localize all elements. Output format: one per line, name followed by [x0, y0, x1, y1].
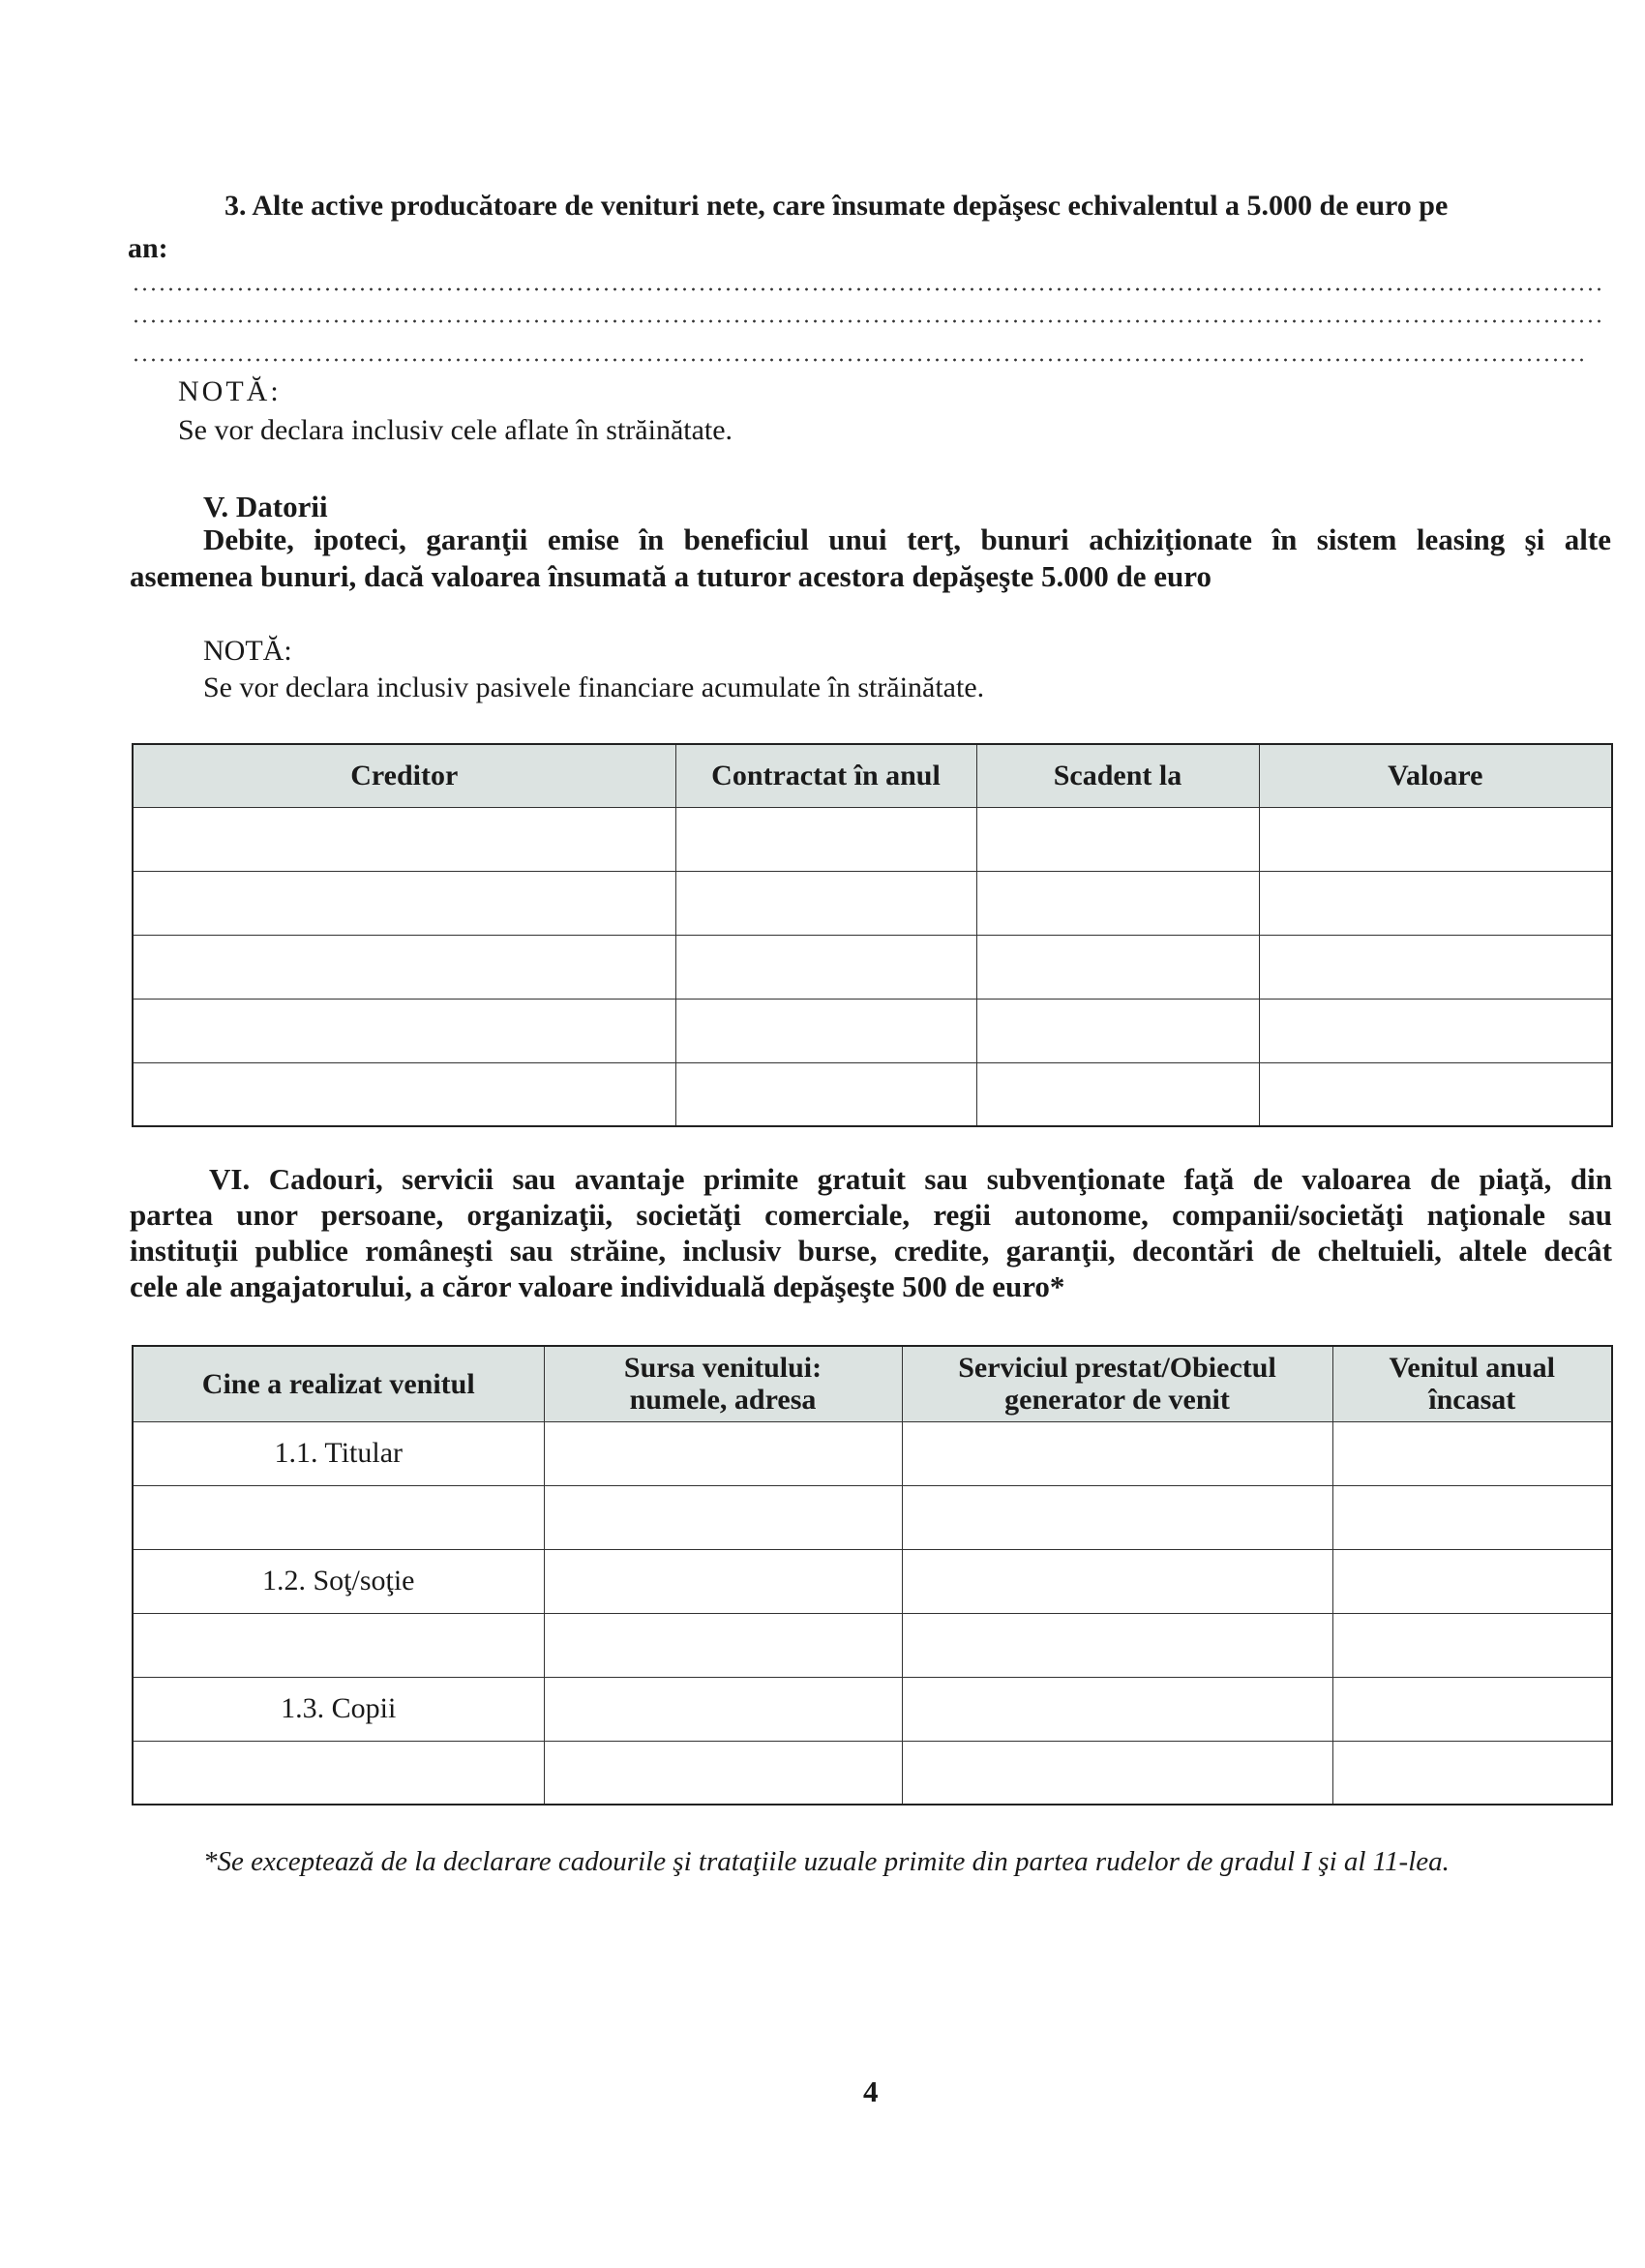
sectionVI-line2: partea unor persoane, organizaţii, societăţi comerciale, regii autonome, companii/societăţi naţionale sau: [130, 1198, 1612, 1232]
table-cell[interactable]: [1259, 999, 1612, 1062]
section3-note-text: Se vor declara inclusiv cele aflate în străinătate.: [178, 414, 733, 446]
table-cell[interactable]: [133, 1613, 544, 1677]
header-venitul-anual: Venitul anual încasat: [1332, 1346, 1612, 1421]
table-cell[interactable]: [133, 1485, 544, 1549]
sectionV-title: V. Datorii: [203, 490, 328, 523]
table-cell[interactable]: [544, 1549, 902, 1613]
table-row: [133, 871, 1612, 935]
header-contractat: Contractat în anul: [675, 744, 976, 807]
section3-heading-line1: 3. Alte active producătoare de venituri nete, care însumate depăşesc echivalentul a 5.000 de euro pe: [224, 190, 1449, 222]
datorii-table: [132, 743, 1613, 1127]
table-cell[interactable]: [976, 935, 1259, 999]
table-cell[interactable]: [1259, 807, 1612, 871]
table-cell[interactable]: [1259, 1062, 1612, 1126]
table-cell[interactable]: [133, 871, 675, 935]
row-label-copii: 1.3. Copii: [133, 1677, 544, 1741]
table-cell[interactable]: [902, 1485, 1332, 1549]
table-row: [133, 1741, 1612, 1805]
table-cell[interactable]: [902, 1421, 1332, 1485]
table-cell[interactable]: [544, 1421, 902, 1485]
table-cell[interactable]: [902, 1613, 1332, 1677]
sectionVI-line4: cele ale angajatorului, a căror valoare individuală depăşeşte 500 de euro*: [130, 1269, 1065, 1303]
dotted-line: [132, 287, 1602, 291]
table-cell[interactable]: [902, 1549, 1332, 1613]
table-cell[interactable]: [976, 807, 1259, 871]
row-label-titular: 1.1. Titular: [133, 1421, 544, 1485]
table-row: [133, 935, 1612, 999]
table-row: [133, 807, 1612, 871]
sectionV-note-title: NOTĂ:: [203, 635, 292, 667]
table-cell[interactable]: [133, 1741, 544, 1805]
table-row: [133, 1549, 1612, 1613]
table-cell[interactable]: [1259, 935, 1612, 999]
table-cell[interactable]: [544, 1613, 902, 1677]
table-cell[interactable]: [133, 935, 675, 999]
table-cell[interactable]: [133, 807, 675, 871]
table-row: [133, 999, 1612, 1062]
dotted-line: [132, 319, 1602, 323]
table-cell[interactable]: [544, 1485, 902, 1549]
header-valoare: Valoare: [1259, 744, 1612, 807]
sectionV-desc-line2: asemenea bunuri, dacă valoarea însumată a tuturor acestora depăşeşte 5.000 de euro: [130, 559, 1211, 593]
table-row: [133, 1485, 1612, 1549]
table-cell[interactable]: [133, 1062, 675, 1126]
table-cell[interactable]: [1332, 1741, 1612, 1805]
sectionVI-line3: instituţii publice româneşti sau străine, inclusiv burse, credite, garanţii, decontări de cheltuieli, altele decât: [130, 1234, 1612, 1268]
table-cell[interactable]: [1332, 1677, 1612, 1741]
table-row: [133, 1062, 1612, 1126]
section3-heading-line2: an:: [128, 232, 168, 264]
table-cell[interactable]: [1332, 1613, 1612, 1677]
cadouri-table: [132, 1345, 1613, 1805]
section3-note-title: NOTĂ:: [178, 375, 282, 407]
table-cell[interactable]: [976, 871, 1259, 935]
table-cell[interactable]: [675, 999, 976, 1062]
header-serviciul-prestat: Serviciul prestat/Obiectul generator de venit: [902, 1346, 1332, 1421]
table-row: [133, 1421, 1612, 1485]
sectionVI-footnote: *Se exceptează de la declarare cadourile şi trataţiile uzuale primite din partea rudelor de gradul I şi al 11-lea.: [203, 1846, 1450, 1877]
header-sursa-venitului: Sursa venitului: numele, adresa: [544, 1346, 902, 1421]
table-cell[interactable]: [902, 1741, 1332, 1805]
sectionV-desc-line1: Debite, ipoteci, garanţii emise în beneficiul unui terţ, bunuri achiziţionate în sistem leasing şi alte: [203, 522, 1611, 556]
table-cell[interactable]: [544, 1741, 902, 1805]
table-cell[interactable]: [902, 1677, 1332, 1741]
table-cell[interactable]: [976, 999, 1259, 1062]
row-label-sot-sotie: 1.2. Soţ/soţie: [133, 1549, 544, 1613]
table-cell[interactable]: [1332, 1485, 1612, 1549]
table-cell[interactable]: [675, 935, 976, 999]
table-cell[interactable]: [133, 999, 675, 1062]
sectionVI-line1: VI. Cadouri, servicii sau avantaje primite gratuit sau subvenţionate faţă de valoarea de piaţă, din: [209, 1162, 1612, 1196]
sectionV-note-text: Se vor declara inclusiv pasivele financiare acumulate în străinătate.: [203, 671, 985, 703]
header-cine-a-realizat: Cine a realizat venitul: [133, 1346, 544, 1421]
table-cell[interactable]: [675, 871, 976, 935]
table-row: [133, 1677, 1612, 1741]
table-cell[interactable]: [976, 1062, 1259, 1126]
table-cell[interactable]: [1259, 871, 1612, 935]
table-cell[interactable]: [1332, 1421, 1612, 1485]
table-row: [133, 1613, 1612, 1677]
table-cell[interactable]: [544, 1677, 902, 1741]
dotted-line: [132, 358, 1583, 362]
header-scadent: Scadent la: [976, 744, 1259, 807]
table-cell[interactable]: [675, 807, 976, 871]
page-number: 4: [863, 2074, 879, 2108]
table-cell[interactable]: [675, 1062, 976, 1126]
header-creditor: Creditor: [133, 744, 675, 807]
table-cell[interactable]: [1332, 1549, 1612, 1613]
